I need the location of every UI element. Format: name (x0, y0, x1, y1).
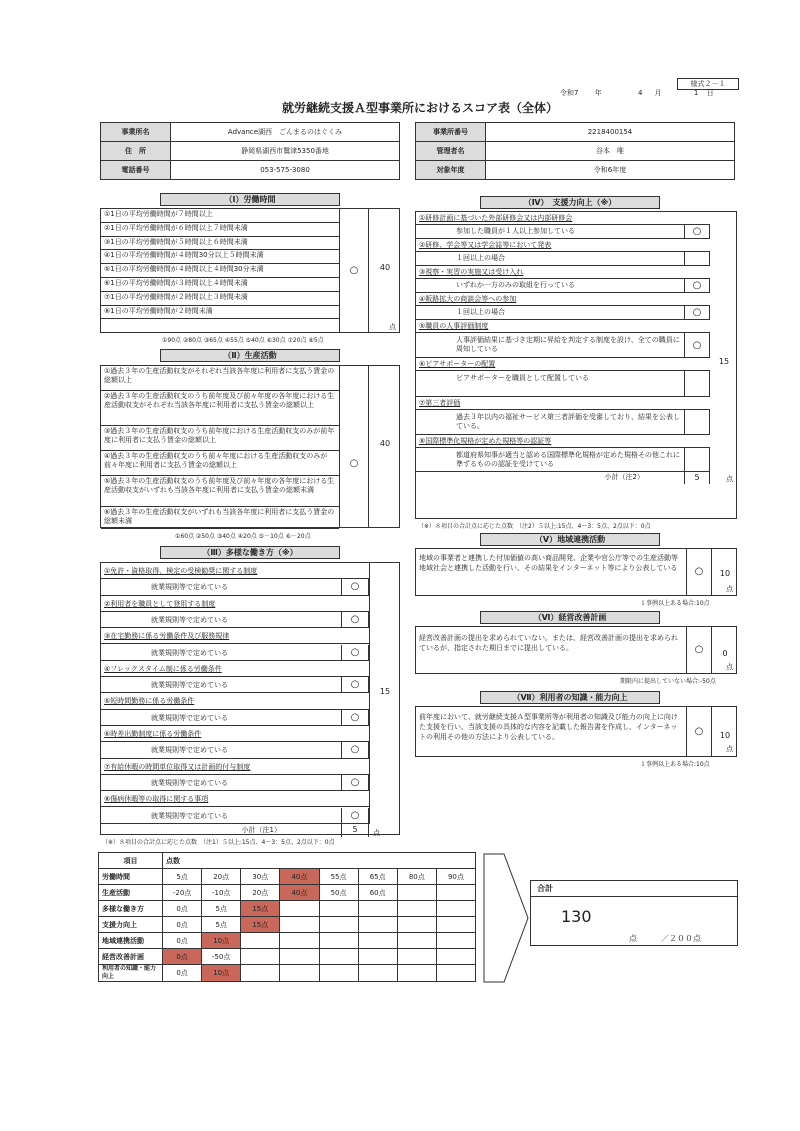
summary-cell (436, 917, 475, 933)
sec4-title: （Ⅳ） 支援力向上（※） (480, 196, 660, 209)
summary-cell (436, 901, 475, 917)
summary-row-name: 労働時間 (99, 869, 163, 885)
sec4-item-head: ④販路拡大の商談会等への参加 (416, 293, 710, 306)
phone: 053-575-3080 (171, 161, 400, 180)
sec3-mark: ○ (341, 612, 369, 628)
summary-cell: 80点 (397, 869, 436, 885)
summary-cell (280, 917, 319, 933)
sec4-mark (684, 252, 710, 266)
sec1-legend: ①90点 ②80点 ③65点 ④55点 ⑤40点 ⑥30点 ⑦20点 ⑧5点 (162, 337, 324, 344)
sec3-item-head: ④フレックスタイム制に係る労働条件 (101, 661, 369, 677)
total-unit: 点 (629, 934, 637, 943)
sec3-subtotal: 5 (341, 824, 369, 837)
sec3-item-sub: 就業規則等で定めている (101, 742, 341, 758)
summary-cell: 20点 (202, 869, 241, 885)
address: 静岡県湖西市鷲津5350番地 (171, 142, 400, 161)
summary-cell (319, 901, 358, 917)
sec1-item: ⑧1日の平均労働時間が２時間未満 (101, 306, 339, 320)
summary-row-name: 生産活動 (99, 885, 163, 901)
summary-cell (280, 933, 319, 949)
sec4-item-sub: １回以上の場合 (416, 252, 684, 266)
summary-cell: -10点 (202, 885, 241, 901)
sec7-mark: ○ (686, 707, 712, 756)
sec2-item: ③過去３年の生産活動収支のうち前年度における生産活動収支のみが前年度に利用者に支払う賃金の総額以上 (101, 426, 339, 451)
sec4-mark (684, 448, 710, 472)
sec3-item-sub: 就業規則等で定めている (101, 775, 341, 791)
sec5-text: 地域の事業者と連携した付加価値の高い商品開発、企業や官公庁等での生産活動等地域社会と連携した活動を行い、その結果をインターネット等により公表している (419, 554, 678, 572)
sec4-subtotal: 5 (684, 472, 710, 484)
phone-label: 電話番号 (101, 161, 171, 180)
sec6-score: 0 (722, 649, 728, 658)
sec4-score: 15 (718, 357, 730, 366)
summary-row-name: 支援力向上 (99, 917, 163, 933)
sec2-item: ⑥過去３年の生産活動収支がいずれも当該各年度に利用者に支払う賃金の総額未満 (101, 507, 339, 529)
sec1-score: 40 (379, 263, 391, 272)
sec3-item-head: ②利用者を職員として登用する制度 (101, 596, 369, 612)
summary-cell (358, 933, 397, 949)
summary-cell (397, 885, 436, 901)
summary-cell: 55点 (319, 869, 358, 885)
summary-cell (397, 965, 436, 982)
sec2-title: （Ⅱ）生産活動 (160, 349, 340, 362)
sec5-box (415, 548, 737, 596)
sec2-mark: ○ (349, 458, 359, 469)
total-value: 130 (561, 907, 592, 926)
sec4-item-head: ⑥ピアサポーターの配置 (416, 358, 710, 371)
summary-cell: 10点 (202, 965, 241, 982)
summary-cell: 5点 (163, 869, 202, 885)
summary-cell: 60点 (358, 885, 397, 901)
sec4-item-sub: いずれか一方のみの取組を行っている (416, 279, 684, 293)
summary-cell (319, 917, 358, 933)
sec3-mark: ○ (341, 645, 369, 661)
summary-cell (319, 965, 358, 982)
sec4-mark: ○ (684, 333, 710, 358)
sec4-item-sub: 過去３年以内の福祉サービス第三者評価を受審しており、結果を公表している。 (416, 410, 684, 435)
sec3-item-head: ③在宅勤務に係る労働条件及び服務規律 (101, 628, 369, 644)
summary-cell (280, 965, 319, 982)
sec6-mark: ○ (686, 627, 712, 673)
sec4-unit: 点 (726, 475, 733, 483)
sec1-item: ⑥1日の平均労働時間が３時間以上４時間未満 (101, 278, 339, 292)
info-left (100, 122, 400, 180)
summary-cell (397, 949, 436, 965)
summary-cell: -20点 (163, 885, 202, 901)
sec3-mark: ○ (341, 775, 369, 791)
sec3-item-sub: 就業規則等で定めている (101, 710, 341, 726)
sec7-unit: 点 (726, 745, 733, 753)
sec1-item: ③1日の平均労働時間が５時間以上６時間未満 (101, 237, 339, 251)
sec7-note: １事例以上ある場合:10点 (640, 761, 710, 768)
sec5-note: １事例以上ある場合:10点 (640, 600, 710, 607)
summary-cell (397, 933, 436, 949)
sec4-mark (684, 371, 710, 397)
sec2-item: ⑤過去３年の生産活動収支のうち前年度及び前々年度の各年度における生産活動収支がいずれも当該各年度に利用者に支払う賃金の総額未満 (101, 476, 339, 507)
summary-cell (397, 901, 436, 917)
summary-head-item: 項目 (99, 853, 163, 869)
sec3-unit: 点 (373, 828, 380, 837)
sec1-item: ②1日の平均労働時間が６時間以上７時間未満 (101, 223, 339, 237)
sec4-item-sub: 都道府県知事が適当と認める国際標準化規格が定めた規格その他これに準ずるものの認証を受けている (416, 448, 684, 472)
page-title: 就労継続支援Ａ型事業所におけるスコア表（全体） (281, 101, 558, 115)
summary-cell (358, 965, 397, 982)
sec4-box (415, 211, 737, 519)
sec6-title: （Ⅵ）経営改善計画 (480, 611, 660, 624)
sec2-item: ①過去３年の生産活動収支がそれぞれ当該各年度に利用者に支払う賃金の総額以上 (101, 366, 339, 391)
summary-cell: 20点 (241, 885, 280, 901)
summary-cell: 15点 (241, 917, 280, 933)
sec3-mark: ○ (341, 579, 369, 595)
sec4-item-head: ⑦第三者評価 (416, 397, 710, 410)
summary-cell (358, 901, 397, 917)
sec1-item: ⑦1日の平均労働時間が２時間以上３時間未満 (101, 292, 339, 306)
summary-table (98, 852, 476, 982)
year-label: 対象年度 (416, 161, 486, 180)
summary-cell: 65点 (358, 869, 397, 885)
sec3-item-head: ⑧傷病休暇等の取得に関する事項 (101, 791, 369, 807)
sec3-divider (369, 563, 370, 824)
sec4-item-head: ⑧国際標準化規格が定めた規格等の認証等 (416, 435, 710, 448)
sec4-item-sub: ピアサポーターを職員として配置している (416, 371, 684, 397)
sec3-title: （Ⅲ）多様な働き方（※） (160, 546, 340, 559)
sec3-item-sub: 就業規則等で定めている (101, 579, 341, 595)
sec4-mark (684, 410, 710, 435)
arrow-icon (482, 852, 532, 984)
sec5-score: 10 (719, 569, 731, 578)
summary-cell (241, 933, 280, 949)
sec2-box (100, 365, 400, 528)
sec3-item-sub: 就業規則等で定めている (101, 677, 341, 693)
sec3-subtotal-label: 小計（注1） (241, 825, 281, 834)
sec4-item-head: ③視察・実習の実施又は受け入れ (416, 266, 710, 279)
sec3-mark: ○ (341, 710, 369, 726)
summary-cell (280, 949, 319, 965)
sec4-mark: ○ (684, 306, 710, 320)
sec1-mark: ○ (349, 265, 359, 277)
sec4-mark: ○ (684, 279, 710, 293)
sec4-item-head: ②研修、学会等又は学会誌等において発表 (416, 239, 710, 252)
form-number: 様式２－１ (677, 78, 739, 90)
manager: 谷本 唯 (486, 142, 735, 161)
sec3-item-head: ⑥時差出勤制度に係る労働条件 (101, 726, 369, 742)
sec3-item-sub: 就業規則等で定めている (101, 612, 341, 628)
sec1-item: ④1日の平均労働時間が４時間30分以上５時間未満 (101, 250, 339, 264)
summary-cell (241, 949, 280, 965)
summary-cell (319, 949, 358, 965)
sec1-item: ⑤1日の平均労働時間が４時間以上４時間30分未満 (101, 264, 339, 278)
summary-cell: 5点 (202, 901, 241, 917)
summary-cell: 50点 (319, 885, 358, 901)
sec1-unit: 点 (389, 323, 396, 331)
summary-row-name: 地域連携活動 (99, 933, 163, 949)
sec4-item-sub: １回以上の場合 (416, 306, 684, 320)
total-max: ／２００点 (661, 934, 701, 943)
office-name: Advance湖西 ごんまるのはぐくみ (171, 123, 400, 142)
sec5-unit: 点 (726, 585, 733, 593)
summary-cell: 90点 (436, 869, 475, 885)
summary-row-name: 利用者の知識・能力向上 (99, 965, 163, 982)
sec5-mark: ○ (686, 549, 712, 595)
sec4-item-sub: 人事評価結果に基づき定期に昇給を判定する制度を設け、全ての職員に周知している (416, 333, 684, 358)
office-name-label: 事業所名 (101, 123, 171, 142)
sec3-note: （※）８項目の合計点に応じた点数 （注1）５以上:15点、4～3：5点、2点以下：0点 (102, 839, 335, 846)
sec3-item-head: ⑤短時間勤務に係る労働条件 (101, 693, 369, 709)
summary-row-name: 経営改善計画 (99, 949, 163, 965)
sec4-mark: ○ (684, 225, 710, 239)
sec7-title: （Ⅶ）利用者の知識・能力向上 (480, 691, 660, 704)
sec3-mark: ○ (341, 742, 369, 758)
summary-cell: 15点 (241, 901, 280, 917)
summary-cell: 5点 (202, 917, 241, 933)
summary-cell: -50点 (202, 949, 241, 965)
summary-cell: 0点 (163, 949, 202, 965)
sec4-note: （※）８項目の合計点に応じた点数 （注2）５以上:15点、4～3：5点、2点以下：0点 (418, 523, 651, 530)
sec7-text: 前年度において、就労継続支援Ａ型事業所等が利用者の知識及び能力の向上に向けた支援を行い、当該支援の具体的な内容を記載した報告書を作成し、インターネットの利用その他の方法により公表している。 (419, 713, 678, 741)
sec3-box (100, 562, 400, 835)
sec2-item: ④過去３年の生産活動収支のうち前々年度における生産活動収支のみが前々年度に利用者に支払う賃金の総額以上 (101, 451, 339, 476)
sec3-item-sub: 就業規則等で定めている (101, 645, 341, 661)
total-box (530, 880, 738, 946)
sec1-title: （Ⅰ）労働時間 (160, 193, 340, 206)
date: 令和7 年 4 月 1 日 (560, 89, 714, 97)
summary-cell: 0点 (163, 965, 202, 982)
sec3-item-sub: 就業規則等で定めている (101, 808, 341, 824)
sec2-score: 40 (379, 439, 391, 448)
summary-cell: 40点 (280, 869, 319, 885)
summary-cell (436, 949, 475, 965)
summary-cell (358, 949, 397, 965)
sec2-item: ②過去３年の生産活動収支のうち前年度及び前々年度の各年度における生産活動収支がそれぞれ当該各年度に利用者に支払う賃金の総額以上 (101, 391, 339, 426)
summary-cell: 40点 (280, 885, 319, 901)
sec3-item-head: ①免許・資格取得、検定の受検勧奨に関する制度 (101, 563, 369, 579)
sec4-item-head: ①研修計画に基づいた外部研修会又は内部研修会 (416, 212, 710, 225)
sec6-text: 経営改善計画の提出を求められていない。または、経営改善計画の提出を求められているが、指定された期日までに提出している。 (419, 634, 678, 652)
summary-head-points: 点数 (163, 853, 476, 869)
sec7-box (415, 706, 737, 757)
manager-label: 管理者名 (416, 142, 486, 161)
summary-cell (436, 965, 475, 982)
summary-cell: 0点 (163, 933, 202, 949)
summary-cell (280, 901, 319, 917)
total-label: 合計 (531, 881, 737, 897)
sec3-item-head: ⑦有給休暇の時間単位取得又は計画的付与制度 (101, 759, 369, 775)
summary-cell: 10点 (202, 933, 241, 949)
sec1-box (100, 208, 400, 333)
sec5-title: （Ⅴ）地域連携活動 (480, 533, 660, 546)
summary-cell: 0点 (163, 917, 202, 933)
sec6-unit: 点 (726, 663, 733, 671)
sec4-subtotal-label: 小計（注2） (604, 473, 644, 481)
summary-cell (436, 933, 475, 949)
sec7-score: 10 (719, 731, 731, 740)
summary-cell (241, 965, 280, 982)
summary-cell (358, 917, 397, 933)
sec3-score: 15 (379, 687, 391, 696)
sec1-item: ①1日の平均労働時間が７時間以上 (101, 209, 339, 223)
office-no-label: 事業所番号 (416, 123, 486, 142)
year: 令和6年度 (486, 161, 735, 180)
sec3-mark: ○ (341, 808, 369, 824)
sec3-mark: ○ (341, 677, 369, 693)
info-right (415, 122, 735, 180)
sec2-legend: ①60点 ②50点 ③40点 ④20点 ⑤－10点 ⑥－20点 (175, 533, 311, 540)
office-no: 2218400154 (486, 123, 735, 142)
summary-cell (319, 933, 358, 949)
summary-cell: 30点 (241, 869, 280, 885)
summary-cell: 0点 (163, 901, 202, 917)
sec4-item-head: ⑤職員の人事評価制度 (416, 320, 710, 333)
sec6-box (415, 626, 737, 674)
summary-row-name: 多様な働き方 (99, 901, 163, 917)
address-label: 住 所 (101, 142, 171, 161)
summary-cell (397, 917, 436, 933)
sec4-item-sub: 参加した職員が１人以上参加している (416, 225, 684, 239)
sec6-note: 期限内に提出していない場合:-50点 (620, 678, 716, 685)
summary-cell (436, 885, 475, 901)
